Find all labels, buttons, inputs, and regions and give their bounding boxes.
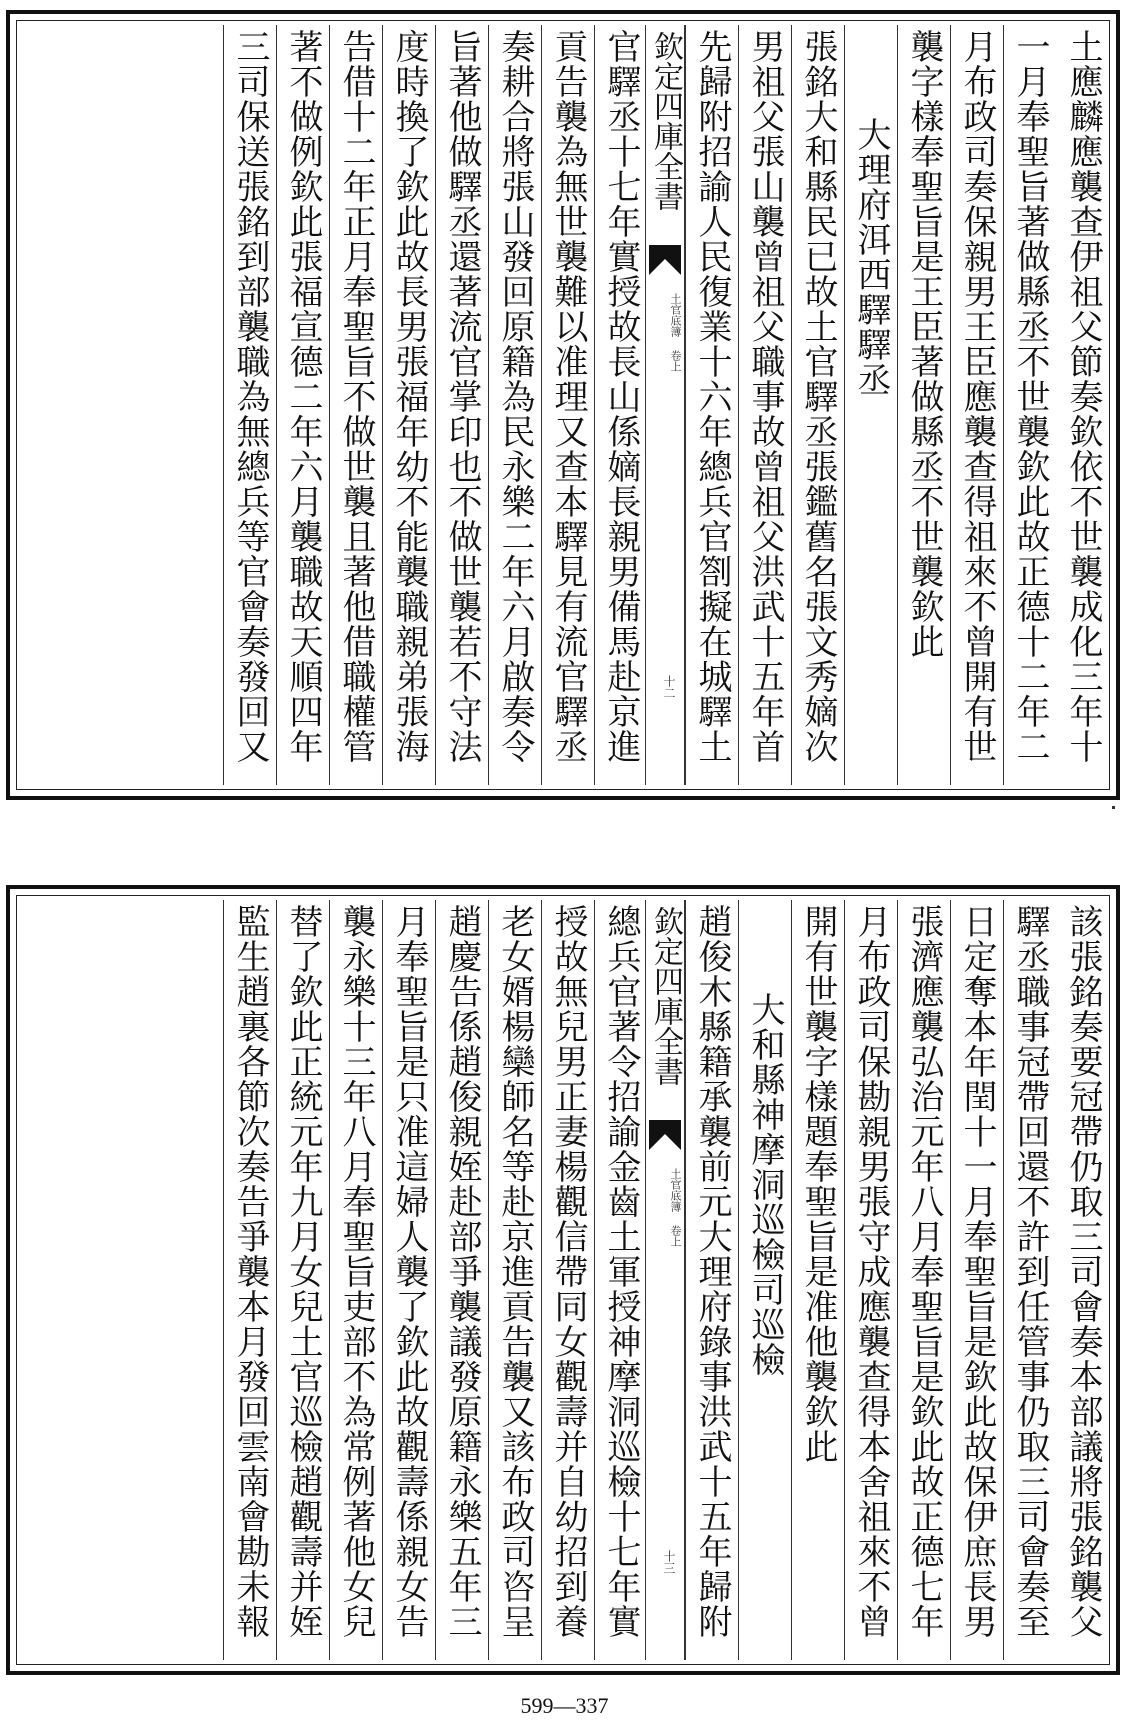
text-column: 度時換了欽此故長男張福年幼不能襲職親弟張海: [382, 25, 435, 785]
text-column: 趙俊木縣籍承襲前元大理府錄事洪武十五年歸附: [685, 900, 738, 1660]
text-column: 三司保送張銘到部襲職為無總兵等官會奏發回又: [223, 25, 276, 785]
upper-page-frame: [16, 20, 1110, 790]
text-column: 開有世襲字樣題奉聖旨是准他襲欽此: [791, 900, 844, 1660]
text-column: 旨著他做驛丞還著流官掌印也不做世襲若不守法: [435, 25, 488, 785]
text-column: 替了欽此正統元年九月女兒土官巡檢趙觀壽并姪: [276, 900, 329, 1660]
text-column: 月布政司保勘親男張守成應襲查得本舍祖來不曾: [844, 900, 897, 1660]
text-column: 一月奉聖旨著做縣丞不世襲欽此故正德十二年二: [1003, 25, 1056, 785]
lower-page: [6, 885, 1120, 1675]
text-column: 總兵官著令招諭金齒土軍授神摩洞巡檢十七年實: [594, 900, 647, 1660]
gutter-page-mark: 十二: [662, 675, 676, 699]
upper-page: [6, 10, 1120, 800]
center-gutter: [645, 900, 685, 1660]
text-column: 監生趙裏各節次奏告爭襲本月發回雲南會勘未報: [223, 900, 276, 1660]
text-column: 官驛丞十七年實授故長山係嫡長親男備馬赴京進: [594, 25, 647, 785]
text-column: 日定奪本年閏十一月奉聖旨是欽此故保伊庶長男: [950, 900, 1003, 1660]
section-heading: 大理府洱西驛驛丞: [844, 25, 897, 785]
gutter-title: 欽定四庫全書: [648, 906, 683, 1086]
text-column: 貢告襲為無世襲難以准理又查本驛見有流官驛丞: [541, 25, 594, 785]
fish-tail-mark-icon: [649, 1120, 681, 1150]
text-column: 趙慶告係趙俊親姪赴部爭襲議發原籍永樂五年三: [435, 900, 488, 1660]
text-column: 老女婿楊欒師名等赴京進貢告襲又該布政司咨呈: [488, 900, 541, 1660]
text-column: 告借十二年正月奉聖旨不做世襲且著他借職權管: [329, 25, 382, 785]
fish-tail-mark-icon: [649, 245, 681, 275]
text-column: 襲永樂十三年八月奉聖旨吏部不為常例著他女兒: [329, 900, 382, 1660]
lower-page-frame: [16, 895, 1110, 1665]
text-column: 土應麟應襲查伊祖父節奏欽依不世襲成化三年十: [1063, 29, 1103, 764]
text-column: 奏耕合將張山發回原籍為民永樂二年六月啟奏令: [488, 25, 541, 785]
page-number: 599—337: [520, 1693, 609, 1718]
text-column: 月布政司奏保親男王臣應襲查得祖來不曾開有世: [950, 25, 1003, 785]
text-column: 驛丞職事冠帶回還不許到任管事仍取三司會奏至: [1003, 900, 1056, 1660]
gutter-title: 欽定四庫全書: [648, 31, 683, 211]
gutter-side-label: 土官底簿 卷上: [669, 293, 682, 372]
text-column: 男祖父張山襲曾祖父職事故曾祖父洪武十五年首: [738, 25, 791, 785]
section-heading: 大和縣神摩洞巡檢司巡檢: [738, 900, 791, 1660]
text-column: 先歸附招諭人民復業十六年總兵官劄擬在城驛土: [685, 25, 738, 785]
gutter-side-label: 土官底簿 卷上: [669, 1168, 682, 1247]
gutter-page-mark: 十三: [662, 1550, 676, 1574]
text-column: 襲字樣奉聖旨是王臣著做縣丞不世襲欽此: [897, 25, 950, 785]
text-column: 著不做例欽此張福宣德二年六月襲職故天順四年: [276, 25, 329, 785]
text-column: 授故無兒男正妻楊觀信帶同女觀壽并自幼招到養: [541, 900, 594, 1660]
text-column: 該張銘奏要冠帶仍取三司會奏本部議將張銘襲父: [1063, 904, 1103, 1639]
text-column: 月奉聖旨是只准這婦人襲了欽此故觀壽係親女告: [382, 900, 435, 1660]
text-column: 張濟應襲弘治元年八月奉聖旨是欽此故正德七年: [897, 900, 950, 1660]
scan-speck: [1112, 806, 1115, 809]
center-gutter: [645, 25, 685, 785]
text-column: 張銘大和縣民已故土官驛丞張鑑舊名張文秀嫡次: [791, 25, 844, 785]
